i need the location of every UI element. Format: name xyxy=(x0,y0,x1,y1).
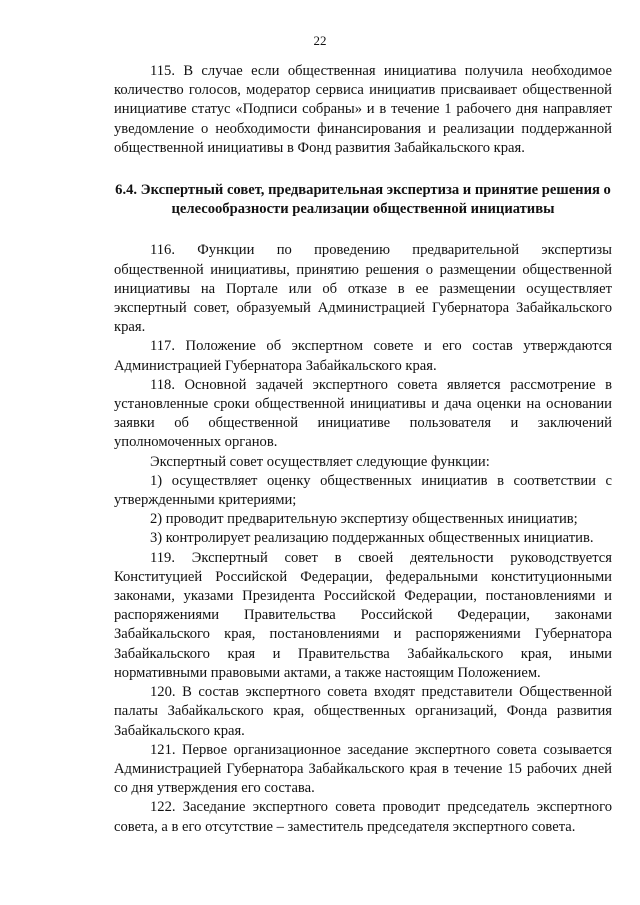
paragraph-functions-intro: Экспертный совет осуществляет следующие функции: xyxy=(150,453,490,470)
list-item-1: 1) осуществляет оценку общественных инициатив в соответствии с утвержденными критериями; xyxy=(114,472,612,509)
page-content xyxy=(114,62,612,837)
page-number: 22 xyxy=(313,33,327,48)
paragraph-122: 122. Заседание экспертного совета проводит председатель экспертного совета, а в его отсутствие – заместитель председателя экспертного совета. xyxy=(114,799,612,835)
section-heading: 6.4. Экспертный совет, предварительная экспертиза и принятие решения о целесообразности реализации общественной инициативы xyxy=(115,182,611,218)
paragraph-118: 118. Основной задачей экспертного совета является рассмотрение в установленные сроки общественной инициативы и дача оценки на основании заявки об общественной инициативе пользователя и заключений уполномоченных органов. xyxy=(114,376,612,451)
list-item-3: 3) контролирует реализацию поддержанных общественных инициатив. xyxy=(150,530,594,547)
paragraph-116: 116. Функции по проведению предварительной экспертизы общественной инициативы, принятию решения о размещении общественной инициативы на Портале или об отказе в ее размещении осуществляет экспертный совет, образуемый Администрацией Губернатора Забайкальского края. xyxy=(114,242,612,336)
paragraph-119: 119. Экспертный совет в своей деятельности руководствуется Конституцией Российской Федерации, федеральными конституционными законами, указами Президента Российской Федерации, постановлениями и распоряжениями Правительства Российской Федерации, законами Забайкальского края, постановлениями и распоряжениями Губернатора Забайкальского края и Правительства Забайкальского края, иными нормативными правовыми актами, а также настоящим Положением. xyxy=(114,549,612,681)
paragraph-121: 121. Первое организационное заседание экспертного совета созывается Администрацией Губернатора Забайкальского края в течение 15 рабочих дней со дня утверждения его состава. xyxy=(114,741,612,797)
paragraph-117: 117. Положение об экспертном совете и его состав утверждаются Администрацией Губернатора Забайкальского края. xyxy=(114,338,612,374)
paragraph-115: 115. В случае если общественная инициатива получила необходимое количество голосов, модератор сервиса инициатив присваивает общественной инициативе статус «Подписи собраны» и в течение 1 рабочего дня направляет уведомление о необходимости финансирования и реализации поддержанной общественной инициативы в Фонд развития Забайкальского края. xyxy=(114,63,612,156)
paragraph-120: 120. В состав экспертного совета входят представители Общественной палаты Забайкальского края, общественных организаций, Фонда развития Забайкальского края. xyxy=(114,684,612,739)
list-item-2: 2) проводит предварительную экспертизу общественных инициатив; xyxy=(150,511,578,528)
